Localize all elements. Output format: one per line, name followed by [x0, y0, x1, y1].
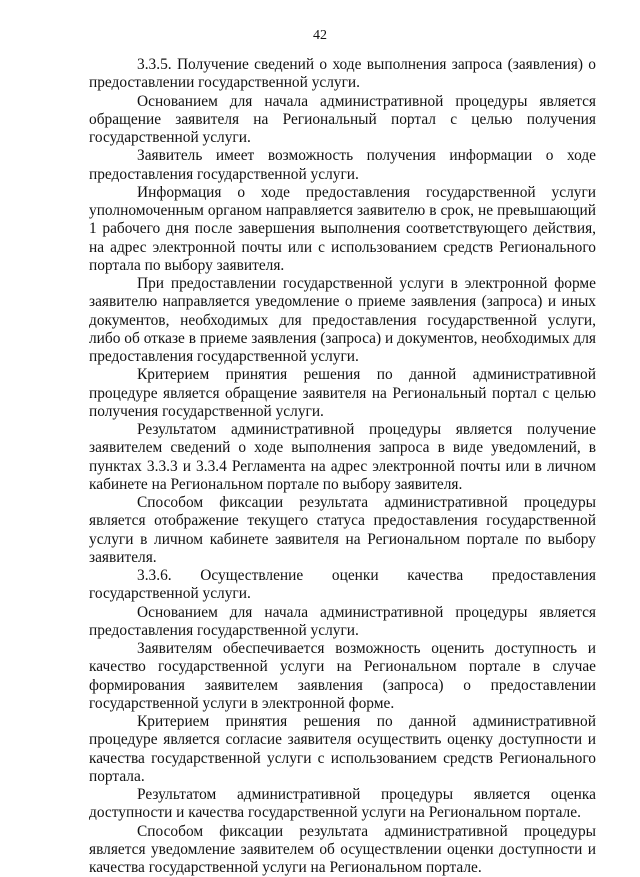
section-3-3-6-heading: 3.3.6. Осуществление оценки качества предоставления государственной услуги. — [89, 567, 596, 604]
paragraph: Способом фиксации результата административной процедуры является отображение текущего статуса предоставления государственной услуги в личном кабинете заявителя на Региональном портале по выбору заявителя. — [89, 494, 596, 567]
document-body — [89, 56, 596, 877]
paragraph: Основанием для начала административной процедуры является обращение заявителя на Региональный портал с целью получения государственной услуги. — [89, 93, 596, 148]
paragraph: Критерием принятия решения по данной административной процедуре является согласие заявителя осуществить оценку доступности и качества государственной услуги с использованием средств Регионального портала. — [89, 713, 596, 786]
paragraph: Заявитель имеет возможность получения информации о ходе предоставления государственной услуги. — [89, 147, 596, 184]
paragraph: Результатом административной процедуры является получение заявителем сведений о ходе выполнения запроса в виде уведомлений, в пунктах 3.3.3 и 3.3.4 Регламента на адрес электронной почты или в личном кабинете на Региональном портале по выбору заявителя. — [89, 421, 596, 494]
paragraph: Результатом административной процедуры является оценка доступности и качества государственной услуги на Региональном портале. — [89, 786, 596, 823]
section-3-3-5-heading: 3.3.5. Получение сведений о ходе выполнения запроса (заявления) о предоставлении государственной услуги. — [89, 56, 596, 93]
paragraph: Основанием для начала административной процедуры является предоставления государственной услуги. — [89, 604, 596, 641]
paragraph: Критерием принятия решения по данной административной процедуре является обращение заявителя на Региональный портал с целью получения государственной услуги. — [89, 366, 596, 421]
page-number: 42 — [0, 28, 640, 44]
paragraph: Заявителям обеспечивается возможность оценить доступность и качество государственной услуги на Региональном портале в случае формирования заявителем заявления (запроса) о предоставлении государственной услуги в электронной форме. — [89, 640, 596, 713]
paragraph: При предоставлении государственной услуги в электронной форме заявителю направляется уведомление о приеме заявления (запроса) и иных документов, необходимых для предоставления государственной услуги, либо об отказе в приеме заявления (запроса) и документов, необходимых для предоставления государственной услуги. — [89, 275, 596, 366]
paragraph: Информация о ходе предоставления государственной услуги уполномоченным органом направляется заявителю в срок, не превышающий 1 рабочего дня после завершения выполнения соответствующего действия, на адрес электронной почты или с использованием средств Регионального портала по выбору заявителя. — [89, 184, 596, 275]
paragraph: Способом фиксации результата административной процедуры является уведомление заявителем об осуществлении оценки доступности и качества государственной услуги на Региональном портале. — [89, 823, 596, 877]
